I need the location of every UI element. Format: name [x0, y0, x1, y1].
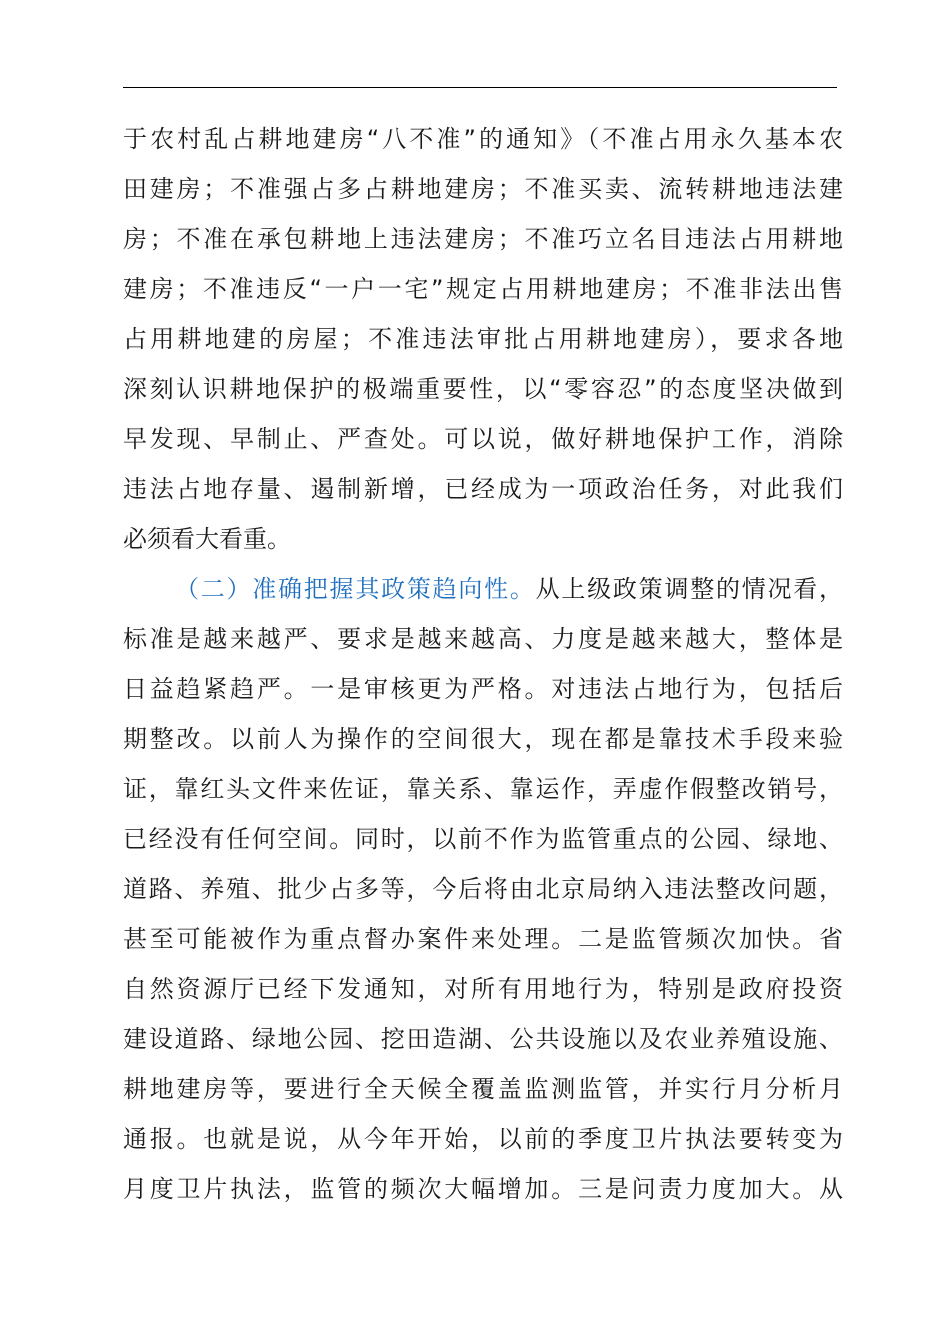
text-line: 房；不准在承包耕地上违法建房；不准巧立名目违法占用耕地 [123, 225, 843, 253]
paragraph-2 [123, 564, 843, 1214]
text-line: 标准是越来越严、要求是越来越高、力度是越来越大，整体是 [123, 625, 843, 653]
text-line: 道路、养殖、批少占多等，今后将由北京局纳入违法整改问题， [123, 875, 843, 903]
text-line: 违法占地存量、遏制新增，已经成为一项政治任务，对此我们 [123, 475, 843, 503]
paragraph-1 [123, 114, 843, 564]
header-rule [123, 87, 837, 88]
text-line: 自然资源厅已经下发通知，对所有用地行为，特别是政府投资 [123, 975, 843, 1003]
text-line: 建设道路、绿地公园、挖田造湖、公共设施以及农业养殖设施、 [123, 1025, 843, 1053]
text-span: 从上级政策调整的情况看， [535, 575, 843, 603]
text-line: 田建房；不准强占多占耕地建房；不准买卖、流转耕地违法建 [123, 175, 843, 203]
text-line: 证，靠红头文件来佐证，靠关系、靠运作，弄虚作假整改销号， [123, 775, 843, 803]
text-line: 已经没有任何空间。同时，以前不作为监管重点的公园、绿地、 [123, 825, 843, 853]
text-line: 于农村乱占耕地建房“八不准”的通知》（不准占用永久基本农 [123, 125, 843, 153]
text-line: 期整改。以前人为操作的空间很大，现在都是靠技术手段来验 [123, 725, 843, 753]
text-line: 必须看大看重。 [123, 525, 291, 553]
text-line: 深刻认识耕地保护的极端重要性，以“零容忍”的态度坚决做到 [123, 375, 843, 403]
text-line: 早发现、早制止、严查处。可以说，做好耕地保护工作，消除 [123, 425, 843, 453]
text-line: 建房；不准违反“一户一宅”规定占用耕地建房；不准非法出售 [123, 275, 843, 303]
text-line: 占用耕地建的房屋；不准违法审批占用耕地建房），要求各地 [123, 325, 843, 353]
document-body [123, 114, 843, 1214]
section-heading: （二）准确把握其政策趋向性。 [175, 575, 536, 603]
text-line: 月度卫片执法，监管的频次大幅增加。三是问责力度加大。从 [123, 1175, 843, 1203]
text-line: 日益趋紧趋严。一是审核更为严格。对违法占地行为，包括后 [123, 675, 843, 703]
text-line: 通报。也就是说，从今年开始，以前的季度卫片执法要转变为 [123, 1125, 843, 1153]
text-line: 耕地建房等，要进行全天候全覆盖监测监管，并实行月分析月 [123, 1075, 843, 1103]
text-line: 甚至可能被作为重点督办案件来处理。二是监管频次加快。省 [123, 925, 843, 953]
paragraph-2-first-line [123, 564, 843, 614]
